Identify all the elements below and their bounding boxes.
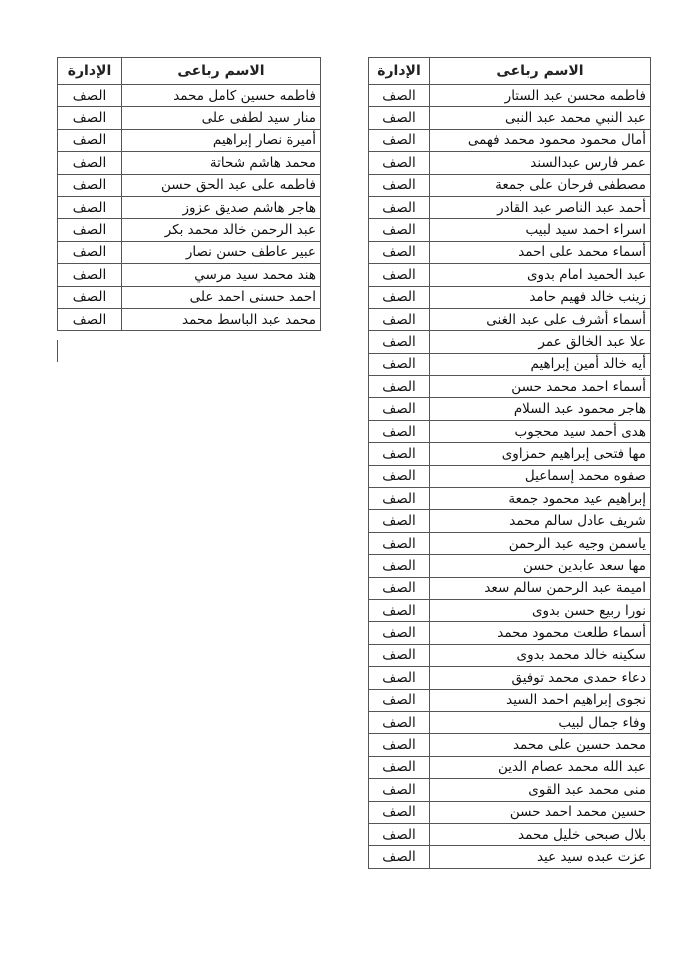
admin-cell: الصف	[369, 465, 430, 487]
table-row	[369, 532, 651, 554]
table-row	[369, 644, 651, 666]
table-row	[58, 264, 321, 286]
table-row	[369, 174, 651, 196]
admin-cell: الصف	[369, 85, 430, 107]
table-row	[369, 622, 651, 644]
student-name-cell: أسماء طلعت محمود محمد	[430, 622, 651, 644]
table-row	[369, 488, 651, 510]
student-name-cell: هاجر هاشم صديق عزوز	[122, 196, 321, 218]
table-row	[369, 264, 651, 286]
student-name-cell: مها فتحى إبراهيم حمزاوى	[430, 443, 651, 465]
table-row	[369, 577, 651, 599]
table-row	[369, 779, 651, 801]
student-name-cell: نجوى إبراهيم احمد السيد	[430, 689, 651, 711]
table-row	[369, 241, 651, 263]
student-name-cell: نورا ربيع حسن بدوى	[430, 599, 651, 621]
admin-cell: الصف	[369, 129, 430, 151]
table-row	[369, 667, 651, 689]
table-row	[58, 241, 321, 263]
table-row	[369, 465, 651, 487]
admin-column-header: الإدارة	[369, 58, 430, 85]
table-row	[369, 599, 651, 621]
table-row	[369, 196, 651, 218]
student-name-cell: فاطمه محسن عبد الستار	[430, 85, 651, 107]
admin-cell: الصف	[58, 286, 122, 308]
student-name-cell: محمد عبد الباسط محمد	[122, 308, 321, 330]
student-name-cell: حسين محمد احمد حسن	[430, 801, 651, 823]
student-name-cell: علا عبد الخالق عمر	[430, 331, 651, 353]
student-name-cell: هاجر محمود عبد السلام	[430, 398, 651, 420]
student-name-cell: سكينه خالد محمد بدوى	[430, 644, 651, 666]
admin-cell: الصف	[369, 241, 430, 263]
admin-cell: الصف	[369, 443, 430, 465]
table-row	[58, 107, 321, 129]
student-name-cell: هند محمد سيد مرسي	[122, 264, 321, 286]
admin-cell: الصف	[369, 801, 430, 823]
admin-cell: الصف	[58, 219, 122, 241]
table-row	[369, 801, 651, 823]
student-name-cell: صفوه محمد إسماعيل	[430, 465, 651, 487]
admin-cell: الصف	[369, 420, 430, 442]
admin-cell: الصف	[369, 107, 430, 129]
student-name-cell: محمد هاشم شحاتة	[122, 152, 321, 174]
table-row	[369, 756, 651, 778]
student-name-cell: وفاء جمال لبيب	[430, 711, 651, 733]
admin-cell: الصف	[369, 286, 430, 308]
table-row	[369, 443, 651, 465]
right-names-table	[368, 57, 651, 869]
admin-cell: الصف	[58, 264, 122, 286]
admin-cell: الصف	[369, 644, 430, 666]
student-name-cell: اميمة عبد الرحمن سالم سعد	[430, 577, 651, 599]
student-name-cell: أمال محمود محمود محمد فهمى	[430, 129, 651, 151]
admin-cell: الصف	[369, 174, 430, 196]
admin-cell: الصف	[369, 734, 430, 756]
admin-cell: الصف	[369, 599, 430, 621]
table-row	[369, 219, 651, 241]
student-name-cell: أسماء احمد محمد حسن	[430, 376, 651, 398]
table-row	[369, 398, 651, 420]
student-name-cell: هدى أحمد سيد محجوب	[430, 420, 651, 442]
table-row	[369, 85, 651, 107]
table-row	[58, 174, 321, 196]
table-row	[369, 129, 651, 151]
admin-cell: الصف	[369, 622, 430, 644]
admin-cell: الصف	[369, 779, 430, 801]
admin-column-header: الإدارة	[58, 58, 122, 85]
student-name-cell: شريف عادل سالم محمد	[430, 510, 651, 532]
admin-cell: الصف	[369, 846, 430, 868]
student-name-cell: ياسمن وجيه عبد الرحمن	[430, 532, 651, 554]
student-name-cell: أيه خالد أمين إبراهيم	[430, 353, 651, 375]
table-row	[58, 152, 321, 174]
table-row	[369, 689, 651, 711]
table-row	[58, 308, 321, 330]
admin-cell: الصف	[58, 174, 122, 196]
table-row	[369, 555, 651, 577]
name-column-header: الاسم رباعى	[430, 58, 651, 85]
table-row	[369, 734, 651, 756]
table-row	[58, 196, 321, 218]
left-names-table	[57, 57, 321, 331]
name-column-header: الاسم رباعى	[122, 58, 321, 85]
admin-cell: الصف	[369, 756, 430, 778]
student-name-cell: محمد حسين على محمد	[430, 734, 651, 756]
student-name-cell: فاطمه حسين كامل محمد	[122, 85, 321, 107]
student-name-cell: عمر فارس عبدالسند	[430, 152, 651, 174]
admin-cell: الصف	[369, 196, 430, 218]
student-name-cell: أسماء أشرف على عبد الغنى	[430, 308, 651, 330]
student-name-cell: عبد الله محمد عصام الدين	[430, 756, 651, 778]
student-name-cell: مصطفى فرحان على جمعة	[430, 174, 651, 196]
student-name-cell: احمد حسنى احمد على	[122, 286, 321, 308]
header-row	[58, 58, 321, 85]
student-name-cell: أحمد عبد الناصر عبد القادر	[430, 196, 651, 218]
admin-cell: الصف	[369, 308, 430, 330]
table-row	[369, 846, 651, 868]
student-name-cell: منار سيد لطفى على	[122, 107, 321, 129]
table-row	[58, 85, 321, 107]
student-name-cell: بلال صبحى خليل محمد	[430, 823, 651, 845]
header-row	[369, 58, 651, 85]
student-name-cell: إبراهيم عيد محمود جمعة	[430, 488, 651, 510]
admin-cell: الصف	[58, 241, 122, 263]
admin-cell: الصف	[369, 331, 430, 353]
table-row	[369, 420, 651, 442]
table-row	[369, 331, 651, 353]
student-name-cell: مها سعد عابدين حسن	[430, 555, 651, 577]
admin-cell: الصف	[58, 152, 122, 174]
table-row	[369, 107, 651, 129]
table-border-extension	[57, 340, 58, 362]
student-name-cell: أسماء محمد على احمد	[430, 241, 651, 263]
table-row	[369, 711, 651, 733]
student-name-cell: عبد الرحمن خالد محمد بكر	[122, 219, 321, 241]
table-row	[369, 376, 651, 398]
student-name-cell: منى محمد عبد القوى	[430, 779, 651, 801]
admin-cell: الصف	[58, 129, 122, 151]
student-name-cell: عبير عاطف حسن نصار	[122, 241, 321, 263]
student-name-cell: عبد النبي محمد عبد النبى	[430, 107, 651, 129]
admin-cell: الصف	[369, 667, 430, 689]
student-name-cell: دعاء حمدى محمد توفيق	[430, 667, 651, 689]
admin-cell: الصف	[369, 152, 430, 174]
admin-cell: الصف	[369, 353, 430, 375]
table-row	[369, 308, 651, 330]
student-name-cell: فاطمه على عبد الحق حسن	[122, 174, 321, 196]
admin-cell: الصف	[369, 510, 430, 532]
admin-cell: الصف	[58, 107, 122, 129]
table-row	[58, 286, 321, 308]
admin-cell: الصف	[369, 577, 430, 599]
admin-cell: الصف	[369, 398, 430, 420]
admin-cell: الصف	[369, 711, 430, 733]
student-name-cell: اسراء احمد سيد لبيب	[430, 219, 651, 241]
table-row	[369, 152, 651, 174]
admin-cell: الصف	[369, 264, 430, 286]
admin-cell: الصف	[369, 555, 430, 577]
student-name-cell: عبد الحميد امام بدوى	[430, 264, 651, 286]
admin-cell: الصف	[369, 823, 430, 845]
student-name-cell: زينب خالد فهيم حامد	[430, 286, 651, 308]
table-row	[369, 353, 651, 375]
table-row	[369, 286, 651, 308]
admin-cell: الصف	[369, 689, 430, 711]
student-name-cell: عزت عبده سيد عيد	[430, 846, 651, 868]
table-row	[369, 510, 651, 532]
admin-cell: الصف	[369, 219, 430, 241]
admin-cell: الصف	[369, 532, 430, 554]
table-row	[369, 823, 651, 845]
admin-cell: الصف	[58, 85, 122, 107]
admin-cell: الصف	[58, 196, 122, 218]
student-name-cell: أميرة نصار إبراهيم	[122, 129, 321, 151]
table-row	[58, 129, 321, 151]
admin-cell: الصف	[369, 376, 430, 398]
admin-cell: الصف	[369, 488, 430, 510]
admin-cell: الصف	[58, 308, 122, 330]
table-row	[58, 219, 321, 241]
